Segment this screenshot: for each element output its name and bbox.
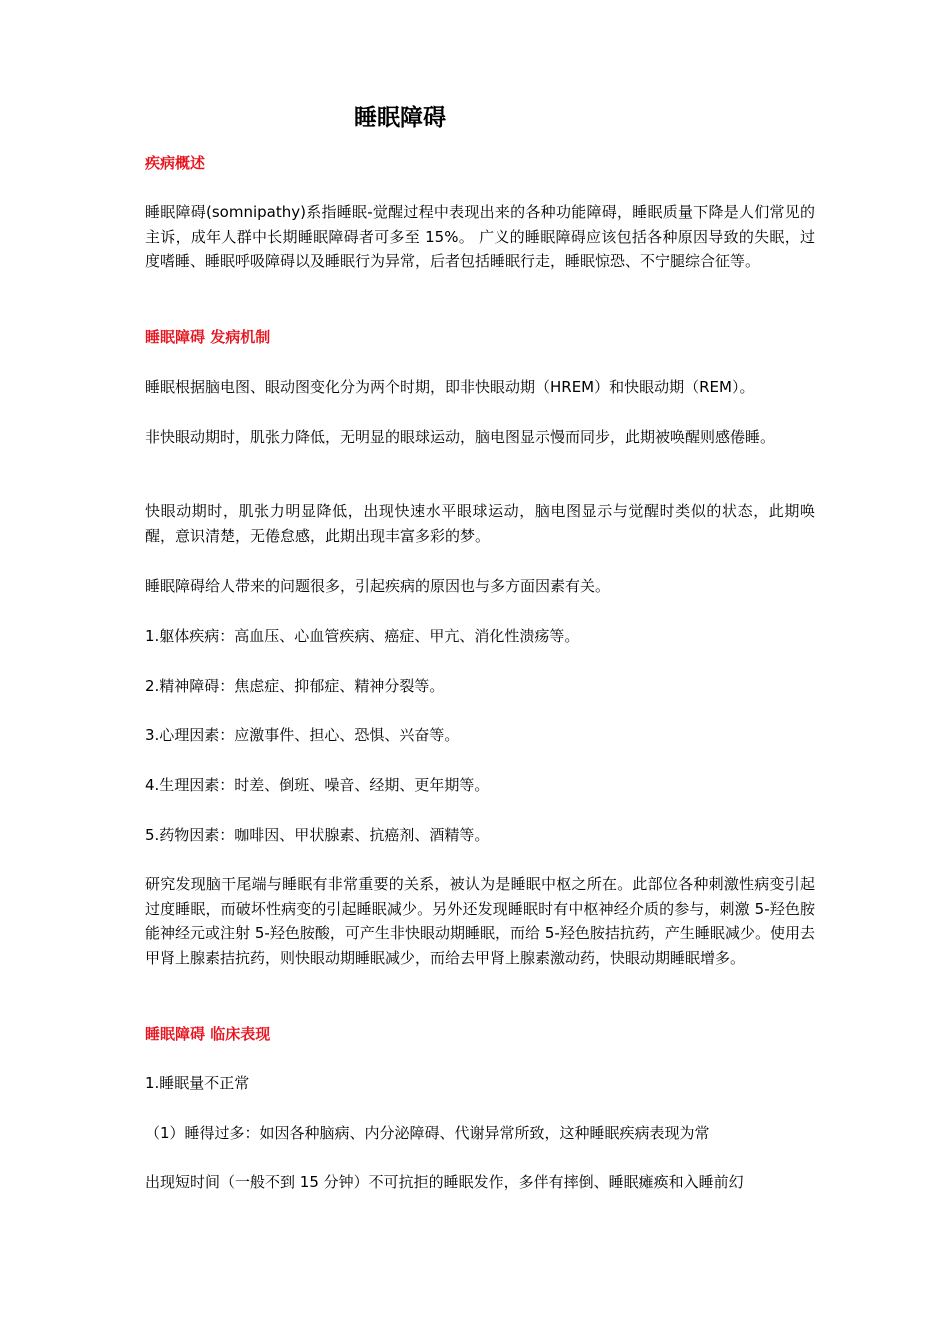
section-heading-clinical: 睡眠障碍 临床表现	[145, 1025, 271, 1043]
paragraph: 睡眠根据脑电图、眼动图变化分为两个时期，即非快眼动期（HREM）和快眼动期（REM）。	[145, 378, 755, 396]
list-item: 2.精神障碍：焦虑症、抑郁症、精神分裂等。	[145, 677, 445, 695]
document-title: 睡眠障碍	[354, 105, 446, 131]
list-item: 1.睡眠量不正常	[145, 1074, 250, 1092]
list-item: 3.心理因素：应激事件、担心、恐惧、兴奋等。	[145, 726, 460, 744]
paragraph: 快眼动期时，肌张力明显降低，出现快速水平眼球运动，脑电图显示与觉醒时类似的状态，此期唤醒，意识清楚，无倦怠感，此期出现丰富多彩的梦。	[145, 502, 815, 545]
list-item: 1.躯体疾病：高血压、心血管疾病、癌症、甲亢、消化性溃疡等。	[145, 627, 580, 645]
section-heading-mechanism: 睡眠障碍 发病机制	[145, 328, 271, 346]
paragraph: 出现短时间（一般不到 15 分钟）不可抗拒的睡眠发作，多伴有摔倒、睡眠瘫痪和入睡前幻	[145, 1173, 744, 1191]
section-heading-overview: 疾病概述	[145, 154, 206, 172]
paragraph: 睡眠障碍给人带来的问题很多，引起疾病的原因也与多方面因素有关。	[145, 577, 611, 595]
list-item: 5.药物因素：咖啡因、甲状腺素、抗癌剂、酒精等。	[145, 826, 490, 844]
paragraph: 非快眼动期时，肌张力降低，无明显的眼球运动，脑电图显示慢而同步，此期被唤醒则感倦睡。	[145, 428, 776, 446]
paragraph: 研究发现脑干尾端与睡眠有非常重要的关系，被认为是睡眠中枢之所在。此部位各种刺激性病变引起过度睡眠，而破坏性病变的引起睡眠减少。另外还发现睡眠时有中枢神经介质的参与，刺激 5-羟色胺能神经元或注射 5-羟色胺酸，可产生非快眼动期睡眠，而给 5-羟色胺拮抗药，产生睡眠减少。使用去甲肾上腺素拮抗药，则快眼动期睡眠减少，而给去甲肾上腺素激动药，快眼动期睡眠增多。	[145, 875, 815, 967]
list-item: 4.生理因素：时差、倒班、噪音、经期、更年期等。	[145, 776, 490, 794]
paragraph: （1）睡得过多：如因各种脑病、内分泌障碍、代谢异常所致，这种睡眠疾病表现为常	[145, 1124, 710, 1142]
paragraph: 睡眠障碍(somnipathy)系指睡眠-觉醒过程中表现出来的各种功能障碍，睡眠质量下降是人们常见的主诉，成年人群中长期睡眠障碍者可多至 15%。 广义的睡眠障碍应该包括各种原因导致的失眠，过度嗜睡、睡眠呼吸障碍以及睡眠行为异常，后者包括睡眠行走，睡眠惊恐、不宁腿综合征等。	[145, 203, 815, 270]
